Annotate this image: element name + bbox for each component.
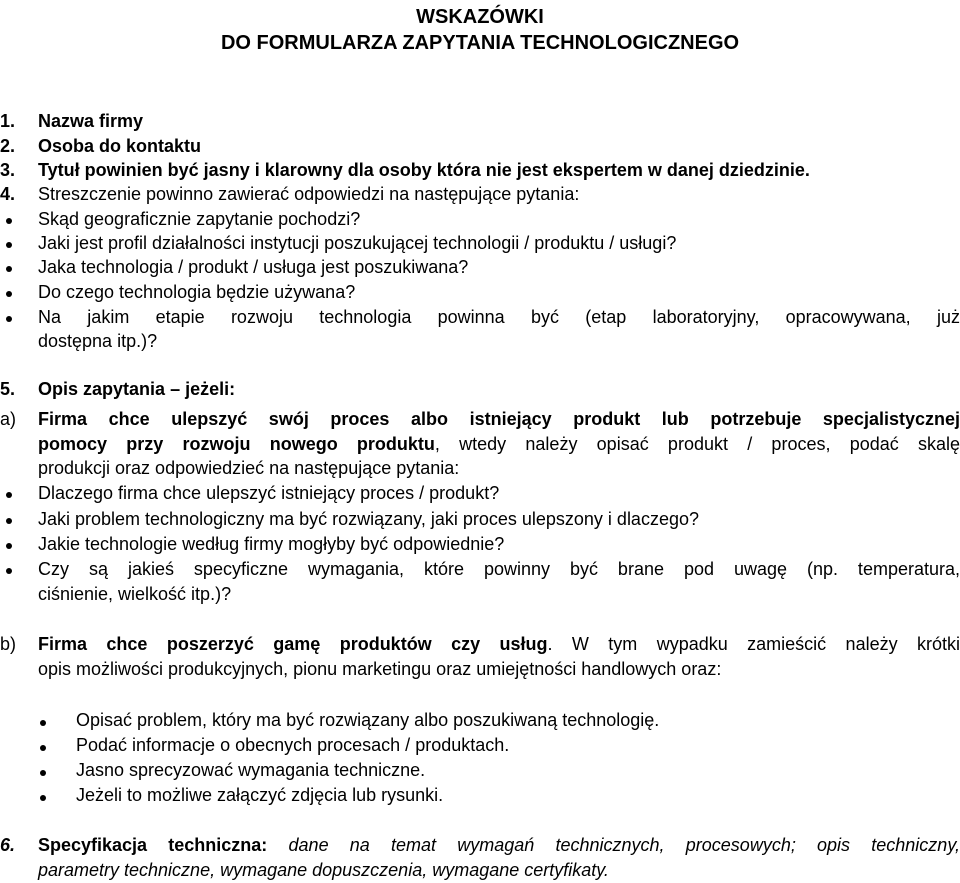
subsection-b-line2: opis możliwości produkcyjnych, pionu marketingu oraz umiejętności handlowych oraz:: [38, 659, 722, 679]
section-5-heading-b: jeżeli:: [185, 379, 236, 399]
section-5-heading: [38, 377, 235, 401]
item-3-number: 3.: [0, 160, 16, 180]
document-title-line2: DO FORMULARZA ZAPYTANIA TECHNOLOGICZNEGO: [220, 32, 740, 54]
subsection-a-line3: produkcji oraz odpowiedzieć na następujące pytania:: [38, 458, 460, 478]
subsection-b-label: b): [0, 634, 17, 654]
item-1-number: 1.: [0, 111, 16, 131]
bullet-icon: [6, 316, 12, 322]
item-2-number: 2.: [0, 136, 16, 156]
bullet-icon: [6, 291, 12, 297]
section-6-line1-text: dane na temat wymagań technicznych, procesowych; opis techniczny,: [288, 835, 960, 855]
subsection-a-line1: Firma chce ulepszyć swój proces albo istniejący produkt lub potrzebuje specjalistycznej: [38, 409, 960, 429]
section-5-heading-a: Opis zapytania: [38, 379, 166, 399]
subsection-a-line2-rest: , wtedy należy opisać produkt / proces, podać skalę: [434, 434, 960, 454]
s4-bullet-5-line2: dostępna itp.)?: [38, 331, 158, 351]
document-title-line1: WSKAZÓWKI: [416, 6, 544, 28]
bullet-icon: [6, 492, 12, 498]
subsection-b-line1-rest: . W tym wypadku zamieścić należy krótki: [547, 634, 960, 654]
bullet-icon: [40, 795, 46, 801]
subsection-b-line1-bold: Firma chce poszerzyć gamę produktów czy usług: [38, 634, 548, 654]
bullet-icon: [40, 770, 46, 776]
s4-bullet-1: Skąd geograficznie zapytanie pochodzi?: [38, 209, 361, 229]
s4-bullet-3: Jaka technologia / produkt / usługa jest poszukiwana?: [38, 257, 469, 277]
a-bullet-4-line1: Czy są jakieś specyficzne wymagania, które powinny być brane pod uwagę (np. temperatura,: [38, 559, 960, 579]
item-2-text: Osoba do kontaktu: [38, 136, 202, 156]
subsection-a-line2: [38, 432, 960, 456]
a-bullet-3: Jakie technologie według firmy mogłyby być odpowiednie?: [38, 534, 505, 554]
item-1-text: Nazwa firmy: [38, 111, 144, 131]
bullet-icon: [6, 242, 12, 248]
s4-bullet-4: Do czego technologia będzie używana?: [38, 282, 356, 302]
a-bullet-4-line2: ciśnienie, wielkość itp.)?: [38, 584, 232, 604]
section-6-line2: parametry techniczne, wymagane dopuszczenia, wymagane certyfikaty.: [38, 860, 609, 880]
b-bullet-3: Jasno sprecyzować wymagania techniczne.: [76, 760, 426, 780]
bullet-icon: [6, 518, 12, 524]
item-4-number: 4.: [0, 184, 16, 204]
subsection-a-line2-bold: pomocy przy rozwoju nowego produktu: [38, 434, 435, 454]
bullet-icon: [40, 720, 46, 726]
s4-bullet-5-line1: Na jakim etapie rozwoju technologia powinna być (etap laboratoryjny, opracowywana, już: [38, 307, 960, 327]
item-4-text: Streszczenie powinno zawierać odpowiedzi na następujące pytania:: [38, 184, 580, 204]
bullet-icon: [6, 568, 12, 574]
bullet-icon: [6, 543, 12, 549]
a-bullet-1: Dlaczego firma chce ulepszyć istniejący proces / produkt?: [38, 483, 500, 503]
section-6-line1: [38, 833, 960, 857]
b-bullet-1: Opisać problem, który ma być rozwiązany albo poszukiwaną technologię.: [76, 710, 660, 730]
a-bullet-2: Jaki problem technologiczny ma być rozwiązany, jaki proces ulepszony i dlaczego?: [38, 509, 699, 529]
b-bullet-2: Podać informacje o obecnych procesach / produktach.: [76, 735, 510, 755]
section-5-number: 5.: [0, 379, 16, 399]
subsection-a-label: a): [0, 409, 17, 429]
section-5-heading-dash: –: [170, 379, 181, 399]
section-6-number: 6.: [0, 835, 16, 855]
bullet-icon: [6, 218, 12, 224]
item-3-text: Tytuł powinien być jasny i klarowny dla osoby która nie jest ekspertem w danej dziedzinie.: [38, 160, 810, 180]
s4-bullet-2: Jaki jest profil działalności instytucji poszukującej technologii / produktu / usługi?: [38, 233, 677, 253]
section-6-label: Specyfikacja techniczna:: [38, 835, 268, 855]
b-bullet-4: Jeżeli to możliwe załączyć zdjęcia lub rysunki.: [76, 785, 444, 805]
bullet-icon: [6, 266, 12, 272]
subsection-b-line1: [38, 632, 960, 656]
bullet-icon: [40, 745, 46, 751]
